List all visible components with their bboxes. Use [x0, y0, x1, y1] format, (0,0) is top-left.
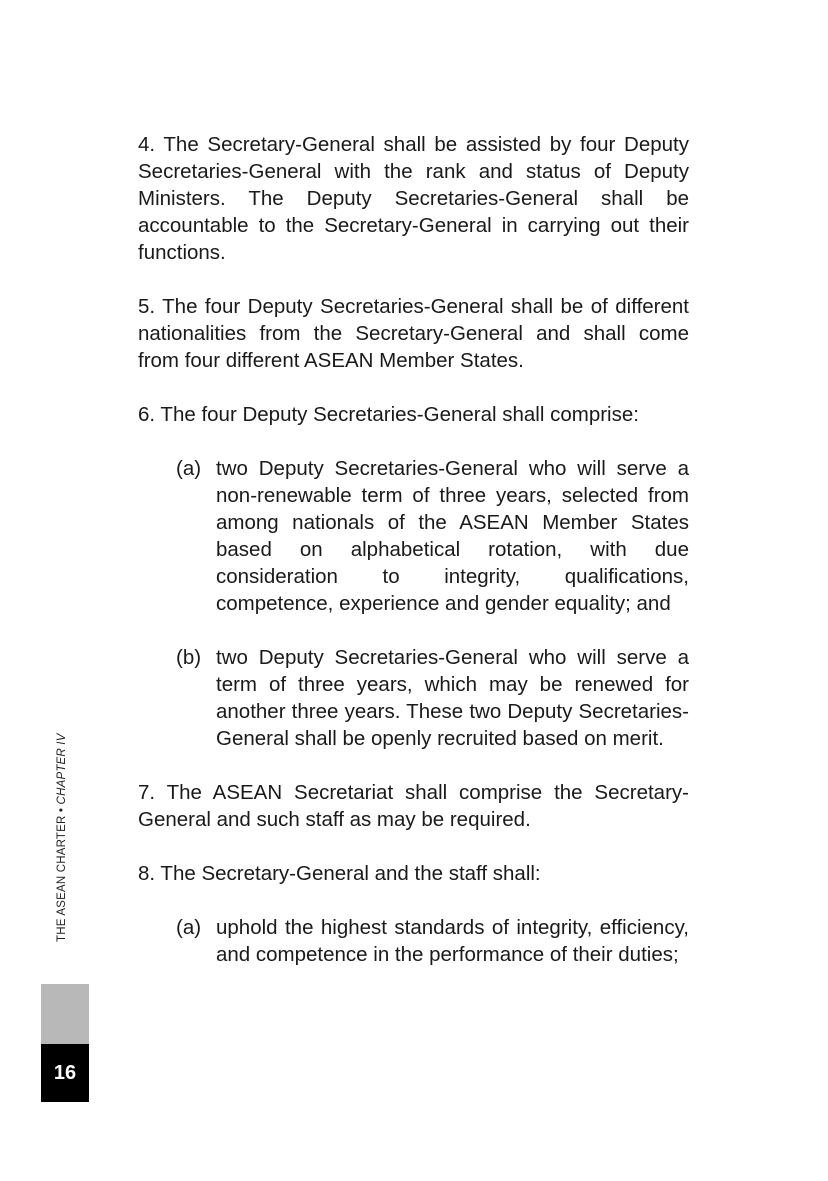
page-number-tab [41, 1044, 89, 1102]
clause-text: two Deputy Secretaries-General who will serve a term of three years, which may be renewed for another three years. These two Deputy Secretaries-General shall be openly recruited based on merit. [216, 646, 689, 750]
body-text [138, 131, 689, 995]
paragraph-6: 6. The four Deputy Secretaries-General shall comprise: [138, 403, 639, 426]
clause-label: (b) [176, 646, 202, 669]
clause-6b [176, 644, 689, 752]
running-header-vertical [56, 733, 68, 942]
page-number: 16 [53, 1061, 77, 1084]
page-tab-gray [41, 984, 89, 1044]
clause-text: two Deputy Secretaries-General who will serve a non-renewable term of three years, selected from among nationals of the ASEAN Member States based on alphabetical rotation, with due consideration to integrity, qualifications, competence, experience and gender equality; and [216, 457, 689, 615]
paragraph-7: 7. The ASEAN Secretariat shall comprise the Secretary-General and such staff as may be required. [138, 781, 689, 831]
clause-text: uphold the highest standards of integrity, efficiency, and competence in the performance of their duties; [216, 916, 689, 966]
chapter-label: CHAPTER IV [56, 733, 68, 805]
clause-8a [176, 914, 689, 968]
clause-label: (a) [176, 916, 202, 939]
paragraph-4: 4. The Secretary-General shall be assisted by four Deputy Secretaries-General with the rank and status of Deputy Ministers. The Deputy Secretaries-General shall be accountable to the Secretary-General in carrying out their functions. [138, 133, 689, 264]
book-title: THE ASEAN CHARTER [56, 815, 68, 942]
paragraph-8: 8. The Secretary-General and the staff shall: [138, 862, 541, 885]
clause-6a [176, 455, 689, 617]
separator: • [56, 804, 68, 816]
clause-label: (a) [176, 457, 202, 480]
paragraph-5: 5. The four Deputy Secretaries-General shall be of different nationalities from the Secretary-General and shall come from four different ASEAN Member States. [138, 295, 689, 372]
